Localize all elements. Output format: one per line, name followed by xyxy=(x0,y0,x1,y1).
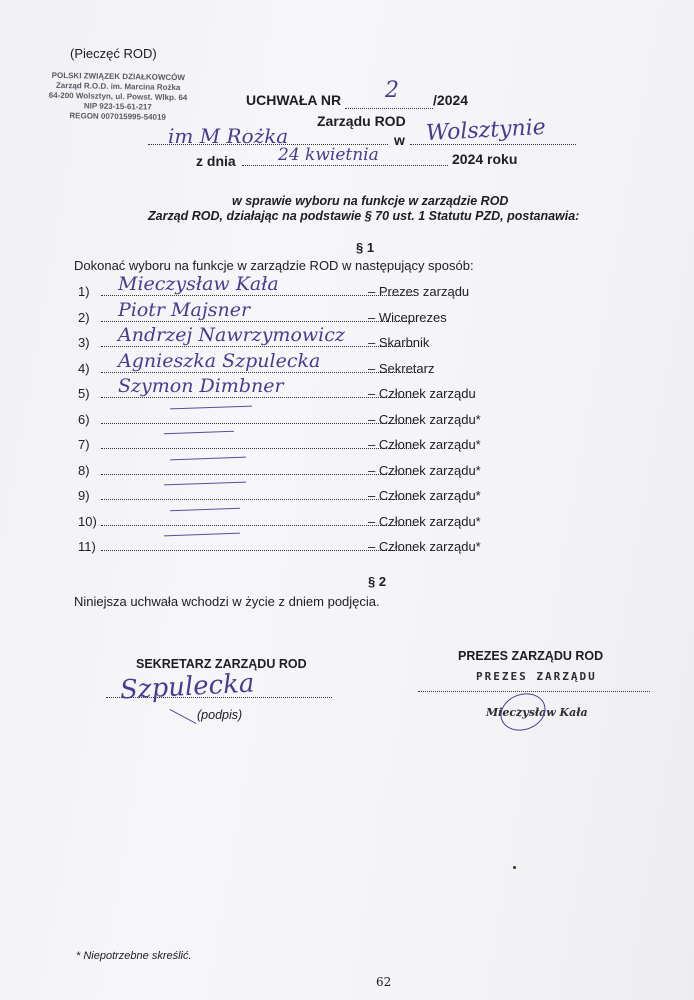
signature-caption: (podpis) xyxy=(197,708,243,722)
member-role: – Członek zarządu* xyxy=(368,539,481,554)
date-field xyxy=(242,165,448,166)
item-number: 2) xyxy=(78,309,90,325)
list-item xyxy=(78,375,498,405)
strike-dash xyxy=(164,482,246,486)
list-item xyxy=(78,536,498,558)
member-role: – Sekretarz xyxy=(368,360,435,376)
member-name-handwritten: Agnieszka Szpulecka xyxy=(118,349,321,372)
footnote: * Niepotrzebne skreślić. xyxy=(76,950,192,962)
list-item xyxy=(78,485,498,507)
president-signature-loop xyxy=(495,687,551,737)
section-2-heading: § 2 xyxy=(368,574,387,589)
member-name-handwritten: Andrzej Nawrzymowicz xyxy=(118,324,345,346)
number-field xyxy=(345,78,433,109)
stamp-line: POLSKI ZWIĄZEK DZIAŁKOWCÓW xyxy=(51,70,186,83)
page-number: 62 xyxy=(376,975,392,989)
member-role: – Członek zarządu* xyxy=(368,462,481,478)
stamp-line: Zarząd R.O.D. im. Marcina Rożka xyxy=(55,80,181,93)
date-suffix: 2024 roku xyxy=(452,151,518,167)
w-label: w xyxy=(394,132,405,148)
stamp-header: (Pieczęć ROD) xyxy=(70,46,157,61)
president-signature-line xyxy=(418,691,650,692)
list-item xyxy=(78,434,498,456)
member-name-handwritten: Piotr Majsner xyxy=(118,298,251,321)
date-handwritten: 24 kwietnia xyxy=(278,145,379,165)
president-title: PREZES ZARZĄDU ROD xyxy=(458,649,604,663)
member-role: – Członek zarządu* xyxy=(368,488,481,503)
strike-dash xyxy=(164,533,240,537)
list-item xyxy=(78,511,498,533)
board-suffix: u ROD xyxy=(362,113,406,129)
member-role: – Członek zarządu xyxy=(368,386,476,401)
secretary-title: SEKRETARZ ZARZĄDU ROD xyxy=(136,657,307,671)
strike-dash xyxy=(164,431,234,434)
member-role: – Prezes zarządu xyxy=(368,284,470,299)
stamp-line: REGON 007015995-54019 xyxy=(69,111,166,122)
item-number: 9) xyxy=(78,488,90,503)
town-handwritten: Wolsztynie xyxy=(425,114,547,147)
stray-dot xyxy=(513,866,516,869)
president-stamp-line-2: Mieczysław Kała xyxy=(486,706,588,719)
item-number: 1) xyxy=(78,284,90,299)
intro-line-1: w sprawie wyboru na funkcje w zarządzie ROD xyxy=(232,194,509,208)
stamp-line: 64-200 Wolsztyn, ul. Powst. Wlkp. 64 xyxy=(48,90,188,103)
item-number: 8) xyxy=(78,462,90,478)
stamp-line: NIP 923-15-61-217 xyxy=(83,101,152,112)
list-item xyxy=(78,409,498,431)
item-number: 7) xyxy=(78,437,90,452)
member-name-handwritten: Mieczysław Kała xyxy=(118,273,279,295)
member-role: – Członek zarządu* xyxy=(368,437,481,452)
section-1-lead: Dokonać wyboru na funkcje w zarządzie ROD w następujący sposób: xyxy=(74,258,474,273)
item-number: 10) xyxy=(78,513,97,529)
member-role: – Członek zarządu* xyxy=(368,513,481,529)
strike-dash xyxy=(170,405,252,409)
item-number: 6) xyxy=(78,411,90,427)
board-word: Zarząd xyxy=(317,113,363,129)
item-number: 11) xyxy=(78,539,96,554)
date-prefix: z dnia xyxy=(196,153,236,169)
list-item xyxy=(78,460,498,482)
item-number: 5) xyxy=(78,386,90,401)
resolution-title xyxy=(246,78,469,109)
secretary-signature: Szpulecka xyxy=(119,668,256,706)
signature-flourish xyxy=(170,709,197,724)
rod-name-handwritten: im M Rożka xyxy=(168,124,289,148)
member-role: – Skarbnik xyxy=(368,335,430,350)
member-role: – Członek zarządu* xyxy=(368,411,481,427)
strike-dash xyxy=(170,507,240,510)
member-name-handwritten: Szymon Dimbner xyxy=(118,375,284,397)
board-label xyxy=(317,113,406,129)
title-prefix: UCHWAŁA NR xyxy=(246,92,342,108)
organization-stamp xyxy=(38,71,199,124)
date-row xyxy=(196,145,556,173)
resolution-number: 2 xyxy=(385,78,400,103)
title-year: /2024 xyxy=(433,92,469,108)
section-1-heading: § 1 xyxy=(356,240,375,255)
strike-dash xyxy=(170,456,246,460)
president-stamp-line-1: PREZES ZARZĄDU xyxy=(476,670,597,683)
section-2-text: Niniejsza uchwała wchodzi w życie z dniem podjęcia. xyxy=(74,594,380,609)
intro-line-2: Zarząd ROD, działając na podstawie § 70 ust. 1 Statutu PZD, postanawia: xyxy=(148,209,580,223)
item-number: 4) xyxy=(78,360,90,376)
member-role: – Wiceprezes xyxy=(368,309,447,325)
item-number: 3) xyxy=(78,335,90,350)
